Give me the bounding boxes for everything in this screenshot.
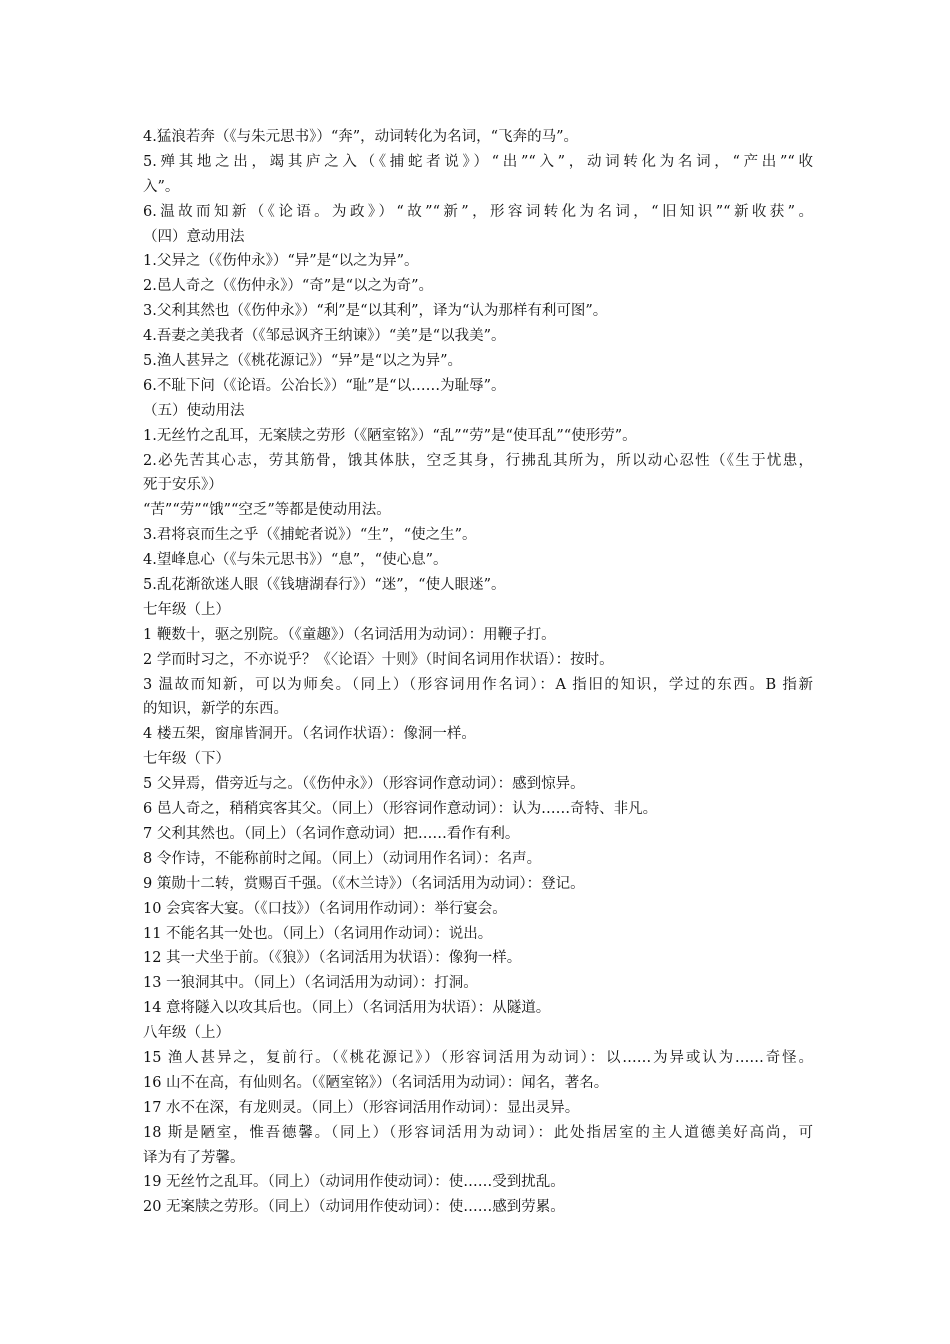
text-line: 5 父异焉，借旁近与之。（《伤仲永》）（形容词作意动词）：感到惊异。 bbox=[143, 776, 585, 793]
text-line: 5.渔人甚异之（《桃花源记》）“异”是“以之为异”。 bbox=[143, 353, 462, 370]
text-line: 9 策勋十二转，赏赐百千强。（《木兰诗》）（名词活用为动词）：登记。 bbox=[143, 875, 585, 892]
text-line: 8 令作诗，不能称前时之闻。（同上）（动词用作名词）：名声。 bbox=[143, 850, 542, 867]
text-line: 20 无案牍之劳形。（同上）（动词用作使动词）：使……感到劳累。 bbox=[143, 1199, 565, 1216]
text-line: 12 其一犬坐于前。（《狼》）（名词活用为状语）：像狗一样。 bbox=[143, 950, 522, 967]
text-line: 八年级（上） bbox=[143, 1025, 230, 1042]
text-line: 4 楼五架，窗扉皆洞开。（名词作状语）：像洞一样。 bbox=[143, 726, 476, 743]
text-line: 2.邑人奇之（《伤仲永》）“奇”是“以之为奇”。 bbox=[143, 278, 433, 295]
text-line: 5.乱花渐欲迷人眼（《钱塘湖春行》）“迷”，“使人眼迷”。 bbox=[143, 577, 506, 594]
text-line: 入”。 bbox=[143, 178, 180, 195]
text-line: 14 意将隧入以攻其后也。（同上）（名词活用为状语）：从隧道。 bbox=[143, 1000, 551, 1017]
text-line: 死于安乐》） bbox=[143, 477, 223, 494]
document-page bbox=[143, 125, 813, 1220]
text-line: 译为有了芳馨。 bbox=[143, 1149, 245, 1166]
text-line: 17 水不在深，有龙则灵。（同上）（形容词活用作动词）：显出灵异。 bbox=[143, 1099, 580, 1116]
text-line: 4.猛浪若奔（《与朱元思书》）“奔”，动词转化为名词，“飞奔的马”。 bbox=[143, 129, 578, 145]
text-line: 2.必先苦其心志，劳其筋骨，饿其体肤，空乏其身，行拂乱其所为，所以动心忍性（《生于忧患， bbox=[143, 452, 813, 469]
text-line: 3.君将哀而生之乎（《捕蛇者说》）“生”，“使之生”。 bbox=[143, 527, 477, 544]
text-line: 10 会宾客大宴。（《口技》）（名词用作动词）：举行宴会。 bbox=[143, 900, 507, 917]
text-line: 19 无丝竹之乱耳。（同上）（动词用作使动词）：使……受到扰乱。 bbox=[143, 1174, 565, 1191]
text-line: 6.温故而知新（《论语。为政》）“故”“新”，形容词转化为名词，“旧知识”“新收获”。 bbox=[143, 203, 813, 220]
text-line: 6 邑人奇之，稍稍宾客其父。（同上）（形容词作意动词）：认为……奇特、非凡。 bbox=[143, 801, 658, 818]
text-line: 18 斯是陋室，惟吾德馨。（同上）（形容词活用为动词）：此处指居室的主人道德美好高尚，可 bbox=[143, 1124, 813, 1141]
text-line: 5.殚其地之出，竭其庐之入（《捕蛇者说》）“出”“入”，动词转化为名词，“产出”“收 bbox=[143, 153, 813, 170]
text-line: 1 鞭数十，驱之别院。（《童趣》）（名词活用为动词）：用鞭子打。 bbox=[143, 626, 556, 643]
text-line: （五）使动用法 bbox=[143, 402, 245, 419]
text-line: 1.无丝竹之乱耳，无案牍之劳形（《陋室铭》）“乱”“劳”是“使耳乱”“使形劳”。 bbox=[143, 427, 637, 444]
text-line: 15 渔人甚异之，复前行。（《桃花源记》）（形容词活用为动词）：以……为异或认为……奇怪。 bbox=[143, 1049, 813, 1066]
text-line: 2 学而时习之，不亦说乎？《〈论语〉十则》（时间名词用作状语）：按时。 bbox=[143, 651, 614, 668]
text-line: 4.吾妻之美我者（《邹忌讽齐王纳谏》）“美”是“以我美”。 bbox=[143, 328, 506, 345]
text-line: 4.望峰息心（《与朱元思书》）“息”，“使心息”。 bbox=[143, 552, 448, 569]
text-line: 1.父异之（《伤仲永》）“异”是“以之为异”。 bbox=[143, 253, 419, 270]
text-line: 七年级（上） bbox=[143, 601, 230, 618]
text-line: 3.父利其然也（《伤仲永》）“利”是“以其利”，译为“认为那样有利可图”。 bbox=[143, 303, 608, 320]
text-line: 七年级（下） bbox=[143, 751, 230, 768]
text-line: 16 山不在高，有仙则名。（《陋室铭》）（名词活用为动词）：闻名，著名。 bbox=[143, 1074, 609, 1091]
text-line: 6.不耻下问（《论语。公冶长》）“耻”是“以……为耻辱”。 bbox=[143, 377, 506, 394]
text-line: 3 温故而知新，可以为师矣。（同上）（形容词用作名词）：A 指旧的知识，学过的东西。B 指新 bbox=[143, 676, 813, 693]
text-line: 7 父利其然也。（同上）（名词作意动词）把……看作有利。 bbox=[143, 825, 520, 842]
text-line: 13 一狼洞其中。（同上）（名词活用为动词）：打洞。 bbox=[143, 975, 478, 992]
text-line: “苦”“劳”“饿”“空乏”等都是使动用法。 bbox=[143, 502, 391, 519]
text-line: 的知识，新学的东西。 bbox=[143, 701, 288, 718]
text-line: 11 不能名其一处也。（同上）（名词用作动词）：说出。 bbox=[143, 925, 493, 942]
text-line: （四）意动用法 bbox=[143, 228, 245, 245]
